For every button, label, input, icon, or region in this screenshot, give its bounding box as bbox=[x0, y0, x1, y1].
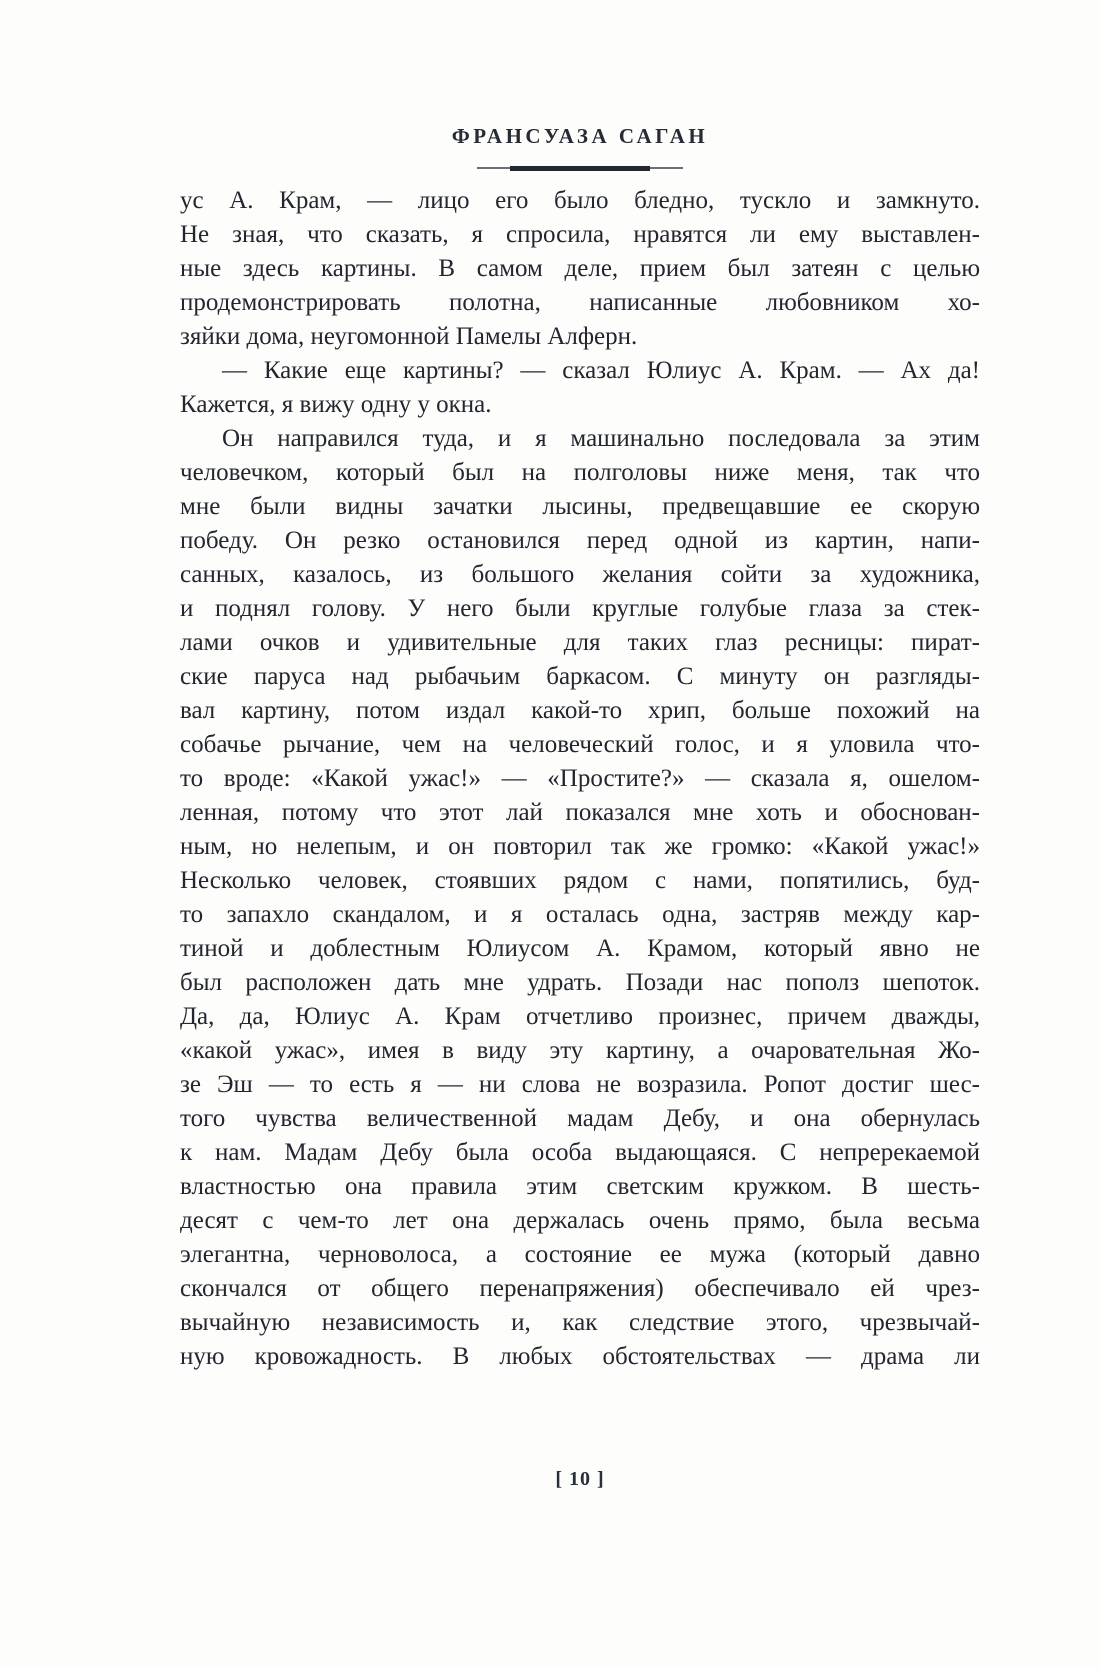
text-line: вал картину, потом издал какой-то хрип, больше похожий на bbox=[180, 697, 980, 724]
text-line: Несколько человек, стоявших рядом с нами, попятились, буд- bbox=[180, 867, 980, 894]
text-line: ным, но нелепым, и он повторил так же громко: «Какой ужас!» bbox=[180, 833, 980, 860]
text-line: лами очков и удивительные для таких глаз ресницы: пират- bbox=[180, 629, 980, 656]
text-line: властностью она правила этим светским кружком. В шесть- bbox=[180, 1173, 980, 1200]
text-line: ус А. Крам, — лицо его было бледно, тускло и замкнуто. bbox=[180, 187, 980, 214]
text-line: ную кровожадность. В любых обстоятельствах — драма ли bbox=[180, 1343, 980, 1370]
page-number: [ 10 ] bbox=[555, 1468, 605, 1490]
text-line: человечком, который был на полголовы ниже меня, так что bbox=[180, 459, 980, 486]
text-line: десят с чем-то лет она держалась очень прямо, была весьма bbox=[180, 1207, 980, 1234]
text-line: «какой ужас», имея в виду эту картину, а очаровательная Жо- bbox=[180, 1037, 980, 1064]
text-line: скончался от общего перенапряжения) обеспечивало ей чрез- bbox=[180, 1275, 980, 1302]
text-line: зе Эш — то есть я — ни слова не возразила. Ропот достиг шес- bbox=[180, 1071, 980, 1098]
text-line: то вроде: «Какой ужас!» — «Простите?» — сказала я, ошелом- bbox=[180, 765, 980, 792]
text-line: вычайную независимость и, как следствие этого, чрезвычай- bbox=[180, 1309, 980, 1336]
header-rule-thick-line bbox=[510, 166, 650, 171]
text-line: того чувства величественной мадам Дебу, и она обернулась bbox=[180, 1105, 980, 1132]
text-line: был расположен дать мне удрать. Позади нас пополз шепоток. bbox=[180, 969, 980, 996]
text-line: то запахло скандалом, и я осталась одна, застряв между кар- bbox=[180, 901, 980, 928]
text-line: — Какие еще картины? — сказал Юлиус А. Крам. — Ах да! bbox=[222, 357, 980, 384]
text-line: зяйки дома, неугомонной Памелы Алферн. bbox=[180, 323, 638, 350]
text-line: ные здесь картины. В самом деле, прием был затеян с целью bbox=[180, 255, 980, 282]
text-line: победу. Он резко остановился перед одной из картин, напи- bbox=[180, 527, 980, 554]
text-line: Кажется, я вижу одну у окна. bbox=[180, 391, 492, 418]
body-text bbox=[180, 184, 980, 1374]
text-line: мне были видны зачатки лысины, предвещавшие ее скорую bbox=[180, 493, 980, 520]
text-line: собачье рычание, чем на человеческий голос, и я уловила что- bbox=[180, 731, 980, 758]
text-line: ские паруса над рыбачьим баркасом. С минуту он разгляды- bbox=[180, 663, 980, 690]
text-line: Не зная, что сказать, я спросила, нравятся ли ему выставлен- bbox=[180, 221, 980, 248]
text-line: Он направился туда, и я машинально последовала за этим bbox=[222, 425, 980, 452]
text-line: и поднял голову. У него были круглые голубые глаза за стек- bbox=[180, 595, 980, 622]
text-line: тиной и доблестным Юлиусом А. Крамом, который явно не bbox=[180, 935, 980, 962]
text-line: элегантна, черноволоса, а состояние ее мужа (который давно bbox=[180, 1241, 980, 1268]
text-line: продемонстрировать полотна, написанные любовником хо- bbox=[180, 289, 980, 316]
header-rule bbox=[180, 164, 980, 172]
text-line: ленная, потому что этот лай показался мне хоть и обоснован- bbox=[180, 799, 980, 826]
text-line: Да, да, Юлиус А. Крам отчетливо произнес, причем дважды, bbox=[180, 1003, 980, 1030]
text-line: к нам. Мадам Дебу была особа выдающаяся. С непререкаемой bbox=[180, 1139, 980, 1166]
text-line: санных, казалось, из большого желания сойти за художника, bbox=[180, 561, 980, 588]
running-head: ФРАНСУАЗА САГАН bbox=[451, 124, 709, 148]
